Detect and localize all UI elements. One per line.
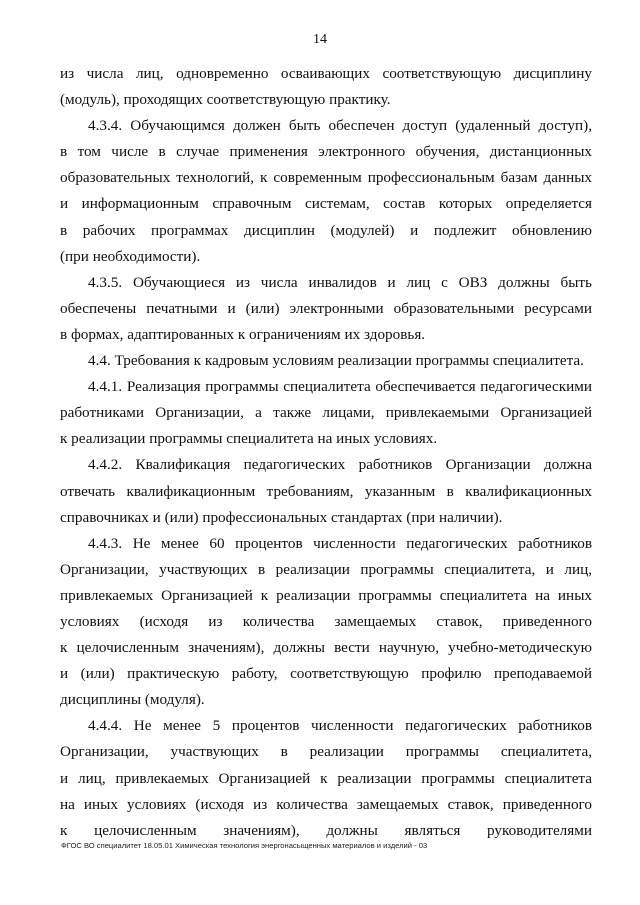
text-line: образовательных технологий, к современным профессиональным базам данных [60, 169, 592, 187]
footer-note: ФГОС ВО специалитет 18.05.01 Химическая технология энергонасыщенных материалов и изделий - 03 [61, 841, 428, 850]
text-line: и информационным справочным системам, состав которых определяется [60, 195, 592, 213]
text-line: работниками Организации, а также лицами, привлекаемыми Организацией [60, 404, 592, 422]
text-line: Организации, участвующих в реализации программы специалитета, [60, 743, 592, 761]
text-line: справочниках и (или) профессиональных стандартах (при наличии). [60, 508, 503, 526]
text-line: 4.3.4. Обучающимся должен быть обеспечен доступ (удаленный доступ), [88, 117, 592, 135]
text-line: (модуль), проходящих соответствующую практику. [60, 91, 391, 109]
text-line: в том числе в случае применения электронного обучения, дистанционных [60, 143, 592, 161]
text-line: отвечать квалификационным требованиям, указанным в квалификационных [60, 482, 592, 500]
text-line: обеспечены печатными и (или) электронными образовательными ресурсами [60, 299, 592, 317]
text-line: в формах, адаптированных к ограничениям их здоровья. [60, 325, 426, 343]
text-line: и (или) практическую работу, соответствующую профилю преподаваемой [60, 665, 592, 683]
text-line: условиях (исходя из количества замещаемых ставок, приведенного [60, 612, 592, 630]
text-line: из числа лиц, одновременно осваивающих соответствующую дисциплину [60, 65, 592, 82]
text-line: 4.3.5. Обучающиеся из числа инвалидов и лиц с ОВЗ должны быть [88, 273, 592, 291]
text-line: 4.4. Требования к кадровым условиям реализации программы специалитета. [88, 352, 584, 370]
text-line: дисциплины (модуля). [60, 691, 205, 709]
body-text [60, 61, 592, 844]
text-line: к реализации программы специалитета на иных условиях. [60, 430, 438, 448]
text-line: Организации, участвующих в реализации программы специалитета, и лиц, [60, 560, 592, 578]
text-line: 4.4.1. Реализация программы специалитета обеспечивается педагогическими [88, 378, 592, 396]
text-line: 4.4.3. Не менее 60 процентов численности педагогических работников [88, 534, 592, 552]
text-line: 4.4.4. Не менее 5 процентов численности педагогических работников [88, 717, 592, 735]
text-line: и лиц, привлекаемых Организацией к реализации программы специалитета [60, 769, 592, 787]
text-line: на иных условиях (исходя из количества замещаемых ставок, приведенного [60, 795, 592, 813]
text-line: (при необходимости). [60, 247, 201, 265]
text-line: 4.4.2. Квалификация педагогических работников Организации должна [88, 456, 592, 474]
text-line: к целочисленным значениям), должны вести научную, учебно-методическую [60, 639, 592, 657]
text-line: в рабочих программах дисциплин (модулей) и подлежит обновлению [60, 221, 592, 239]
page-number: 14 [313, 32, 327, 47]
text-line: к целочисленным значениям), должны являться руководителями [60, 821, 592, 839]
text-line: привлекаемых Организацией к реализации программы специалитета на иных [60, 586, 592, 604]
